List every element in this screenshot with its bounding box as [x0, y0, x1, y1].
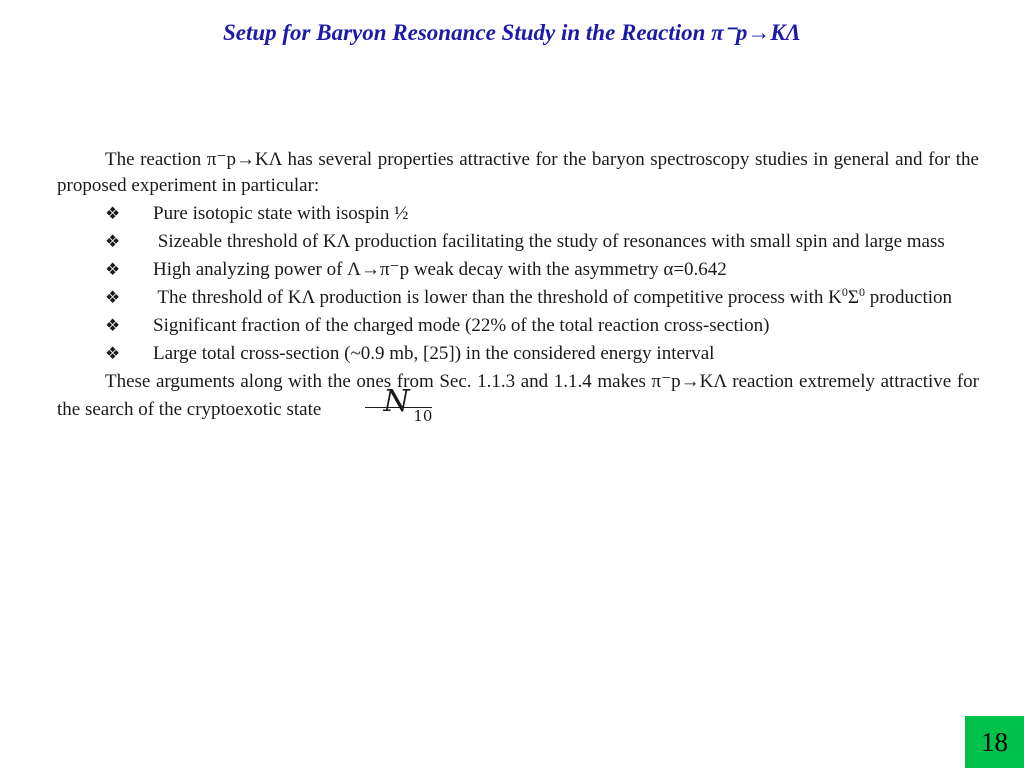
- bullet-text: Significant fraction of the charged mode (22% of the total reaction cross-section): [153, 315, 770, 336]
- slide-title: Setup for Baryon Resonance Study in the Reaction π⁻p→KΛ: [222, 20, 802, 45]
- diamond-bullet-icon: ❖: [105, 288, 121, 307]
- bullet-item: [57, 313, 979, 339]
- page-number-badge: [965, 716, 1024, 768]
- diamond-bullet-icon: ❖: [105, 344, 121, 363]
- bullet-text: Σ: [847, 287, 859, 308]
- diamond-bullet-icon: ❖: [105, 232, 121, 251]
- bullet-item: [57, 229, 979, 255]
- symbol-letter: N: [383, 384, 410, 419]
- bullet-item: [57, 201, 979, 227]
- bullet-item: [57, 285, 979, 311]
- slide-body: [57, 147, 979, 425]
- diamond-bullet-icon: ❖: [105, 204, 121, 223]
- bullet-text: production: [864, 287, 953, 308]
- conclusion-paragraph: [57, 369, 979, 423]
- page-number: 18: [981, 726, 1008, 757]
- bullet-text: Pure isotopic state with isospin ½: [153, 203, 409, 224]
- conclusion-text: These arguments along with the ones from Sec. 1.1.3 and 1.1.4 makes π⁻p→KΛ reaction extremely attractive for the search of the cryptoexotic state: [57, 371, 979, 420]
- bullet-item: [57, 341, 979, 367]
- bullet-item: [57, 257, 979, 283]
- bullet-text: The threshold of KΛ production is lower than the threshold of competitive process with K: [153, 287, 842, 308]
- bullet-text: High analyzing power of Λ→π⁻p weak decay with the asymmetry α=0.642: [153, 259, 727, 280]
- cryptoexotic-state-symbol: [335, 384, 433, 425]
- symbol-subscript: 10: [365, 407, 432, 424]
- bullet-text: Sizeable threshold of KΛ production facilitating the study of resonances with small spin and large mass: [153, 231, 945, 252]
- superscript: 0: [841, 285, 848, 299]
- superscript: 0: [858, 285, 865, 299]
- diamond-bullet-icon: ❖: [105, 260, 121, 279]
- diamond-bullet-icon: ❖: [105, 316, 121, 335]
- intro-paragraph: The reaction π⁻p→KΛ has several properties attractive for the baryon spectroscopy studies in general and for the proposed experiment in particular:: [57, 149, 979, 196]
- bullet-text: Large total cross-section (~0.9 mb, [25]) in the considered energy interval: [153, 343, 715, 364]
